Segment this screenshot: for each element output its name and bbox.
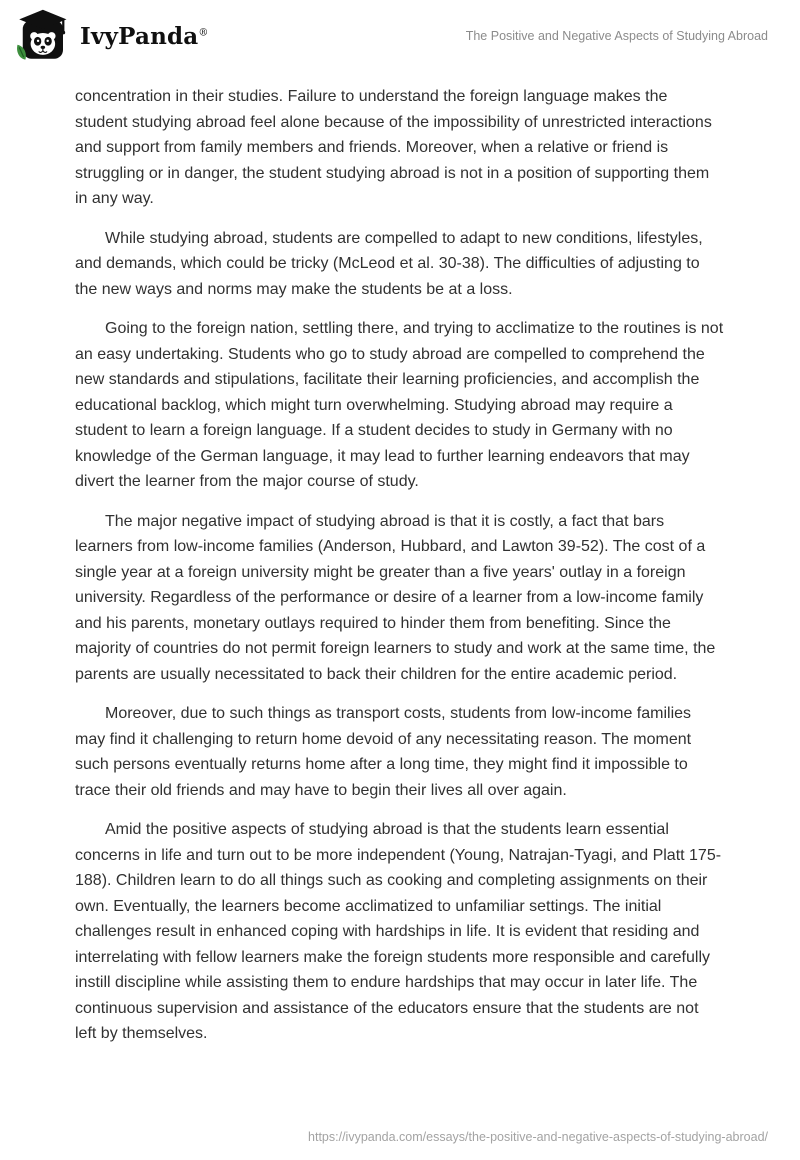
page-header <box>0 0 800 70</box>
ivypanda-logo-icon <box>14 8 70 64</box>
brand-name: IvyPanda® <box>80 22 209 50</box>
essay-content <box>0 70 800 1047</box>
essay-paragraph: concentration in their studies. Failure to understand the foreign language makes the student studying abroad feel alone because of the impossibility of unrestricted interactions and support from family members and friends. Moreover, when a relative or friend is struggling or in danger, the student studying abroad is not in a position of supporting them in any way. <box>75 88 712 207</box>
essay-paragraph: The major negative impact of studying abroad is that it is costly, a fact that bars learners from low-income families (Anderson, Hubbard, and Lawton 39-52). The cost of a single year at a foreign university might be greater than a five years' outlay in a foreign university. Regardless of the performance or desire of a learner from a low-income family and his parents, monetary outlays required to hinder them from benefiting. Since the majority of countries do not permit foreign learners to study and work at the same time, the parents are usually necessitated to back their children for the entire academic period. <box>75 512 716 683</box>
registered-mark: ® <box>198 26 209 38</box>
source-url[interactable]: https://ivypanda.com/essays/the-positive-and-negative-aspects-of-studying-abroad/ <box>308 1130 768 1144</box>
document-title: The Positive and Negative Aspects of Studying Abroad <box>465 29 768 43</box>
essay-paragraph: Going to the foreign nation, settling there, and trying to acclimatize to the routines is not an easy undertaking. Students who go to study abroad are compelled to comprehend the new standards and stipulations, facilitate their learning proficiencies, and accomplish the educational backlog, which might turn overwhelming. Studying abroad may require a student to learn a foreign language. If a student decides to study in Germany with no knowledge of the German language, it may lead to further learning endeavors that may divert the learner from the major course of study. <box>75 320 724 490</box>
essay-paragraph: Amid the positive aspects of studying abroad is that the students learn essential concerns in life and turn out to be more independent (Young, Natrajan-Tyagi, and Platt 175-188). Children learn to do all things such as cooking and completing assignments on their own. Eventually, the learners become acclimatized to unfamiliar settings. The initial challenges result in enhanced coping with hardships in life. It is evident that residing and interrelating with fellow learners make the foreign students more responsible and carefully instill discipline while assisting them to endure hardships that may occur in later life. The continuous supervision and assistance of the educators ensure that the students are not left by themselves. <box>75 821 722 1042</box>
ivypanda-brand[interactable] <box>14 8 209 64</box>
essay-paragraph: Moreover, due to such things as transport costs, students from low-income families may find it challenging to return home devoid of any necessitating reason. The moment such persons eventually returns home after a long time, they might find it impossible to trace their old friends and may have to begin their lives all over again. <box>75 705 692 799</box>
essay-paragraph: While studying abroad, students are compelled to adapt to new conditions, lifestyles, and demands, which could be tricky (McLeod et al. 30-38). The difficulties of adjusting to the new ways and norms may make the students be at a loss. <box>75 229 703 298</box>
